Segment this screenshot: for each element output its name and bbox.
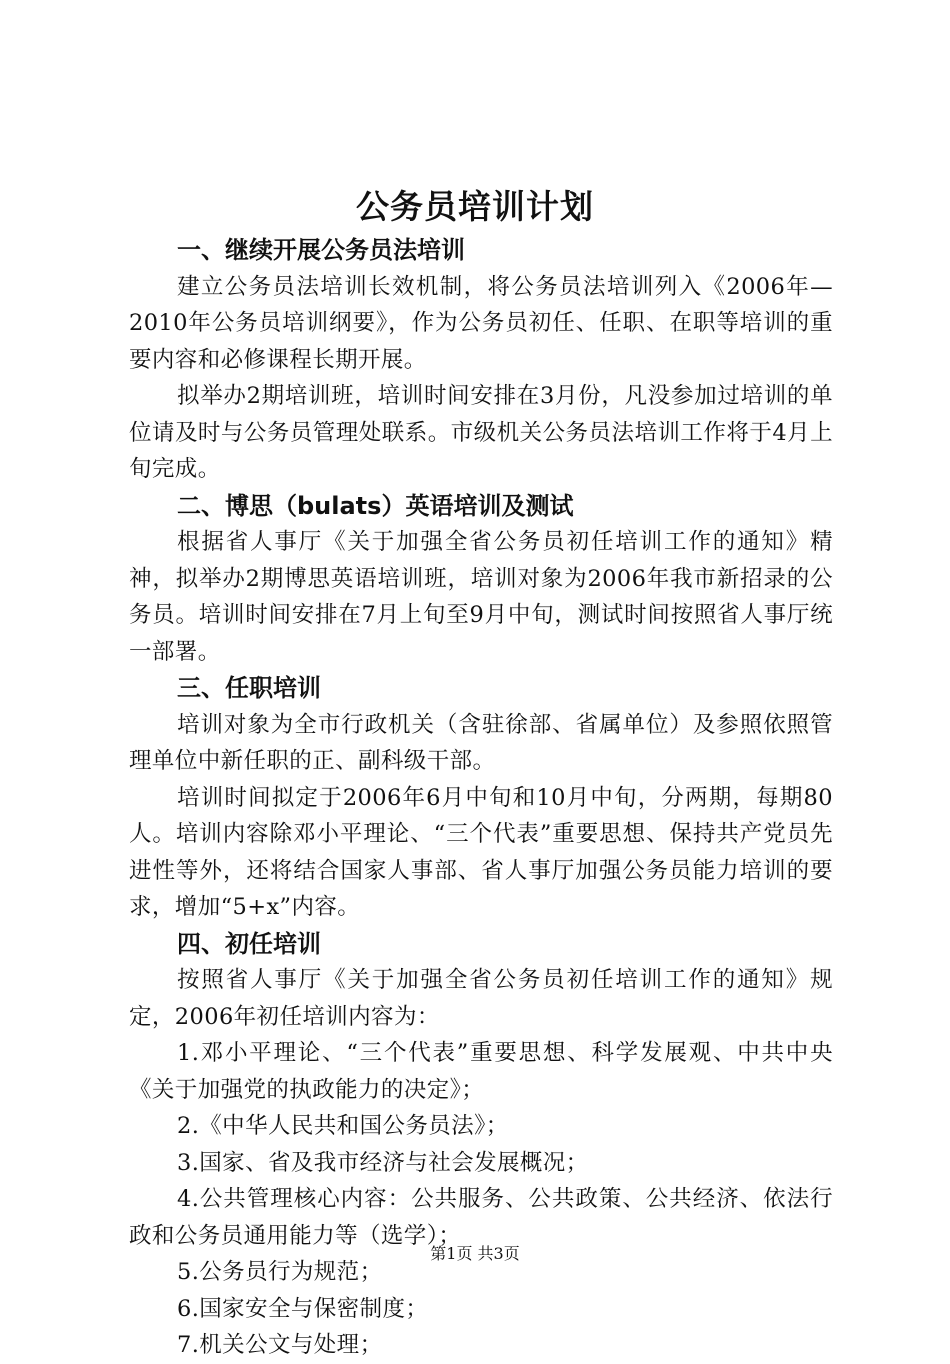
paragraph: 培训时间拟定于2006年6月中旬和10月中旬，分两期，每期80人。培训内容除邓小平理论、“三个代表”重要思想、保持共产党员先进性等外，还将结合国家人事部、省人事厅加强公务员能力培训的要求，增加“5+x”内容。 [129, 784, 833, 920]
list-item: 5.公务员行为规范； [177, 1259, 383, 1285]
paragraph: 拟举办2期培训班，培训时间安排在3月份，凡没参加过培训的单位请及时与公务员管理处联系。市级机关公务员法培训工作将于4月上旬完成。 [129, 383, 833, 482]
document-title: 公务员培训计划 [356, 187, 594, 226]
paragraph: 根据省人事厅《关于加强全省公务员初任培训工作的通知》精神，拟举办2期博思英语培训班，培训对象为2006年我市新招录的公务员。培训时间安排在7月上旬至9月中旬，测试时间按照省人事厅统一部署。 [129, 529, 833, 665]
list-item: 4.公共管理核心内容：公共服务、公共政策、公共经济、依法行政和公务员通用能力等（选学）； [129, 1186, 833, 1249]
document-body [129, 232, 833, 1364]
section-heading: 三、任职培训 [177, 674, 321, 702]
section-2 [129, 488, 833, 671]
paragraph: 培训对象为全市行政机关（含驻徐部、省属单位）及参照依照管理单位中新任职的正、副科级干部。 [129, 711, 833, 774]
paragraph: 按照省人事厅《关于加强全省公务员初任培训工作的通知》规定，2006年初任培训内容为： [129, 967, 833, 1030]
section-1 [129, 232, 833, 488]
list-item: 7.机关公文与处理； [177, 1332, 383, 1358]
page-footer: 第1页 共3页 [430, 1244, 520, 1263]
list-item: 1.邓小平理论、“三个代表”重要思想、科学发展观、中共中央《关于加强党的执政能力的决定》； [129, 1040, 833, 1103]
section-heading: 四、初任培训 [177, 929, 321, 958]
section-heading: 一、继续开展公务员法培训 [177, 236, 465, 264]
list-item: 3.国家、省及我市经济与社会发展概况； [177, 1149, 589, 1176]
list-item: 6.国家安全与保密制度； [177, 1295, 429, 1322]
section-heading: 二、博思（bulats）英语培训及测试 [177, 491, 574, 520]
section-3 [129, 670, 833, 926]
section-4 [129, 926, 833, 1364]
list-item: 2.《中华人民共和国公务员法》； [177, 1113, 509, 1139]
paragraph: 建立公务员法培训长效机制，将公务员法培训列入《2006年—2010年公务员培训纲要》，作为公务员初任、任职、在职等培训的重要内容和必修课程长期开展。 [129, 273, 833, 373]
